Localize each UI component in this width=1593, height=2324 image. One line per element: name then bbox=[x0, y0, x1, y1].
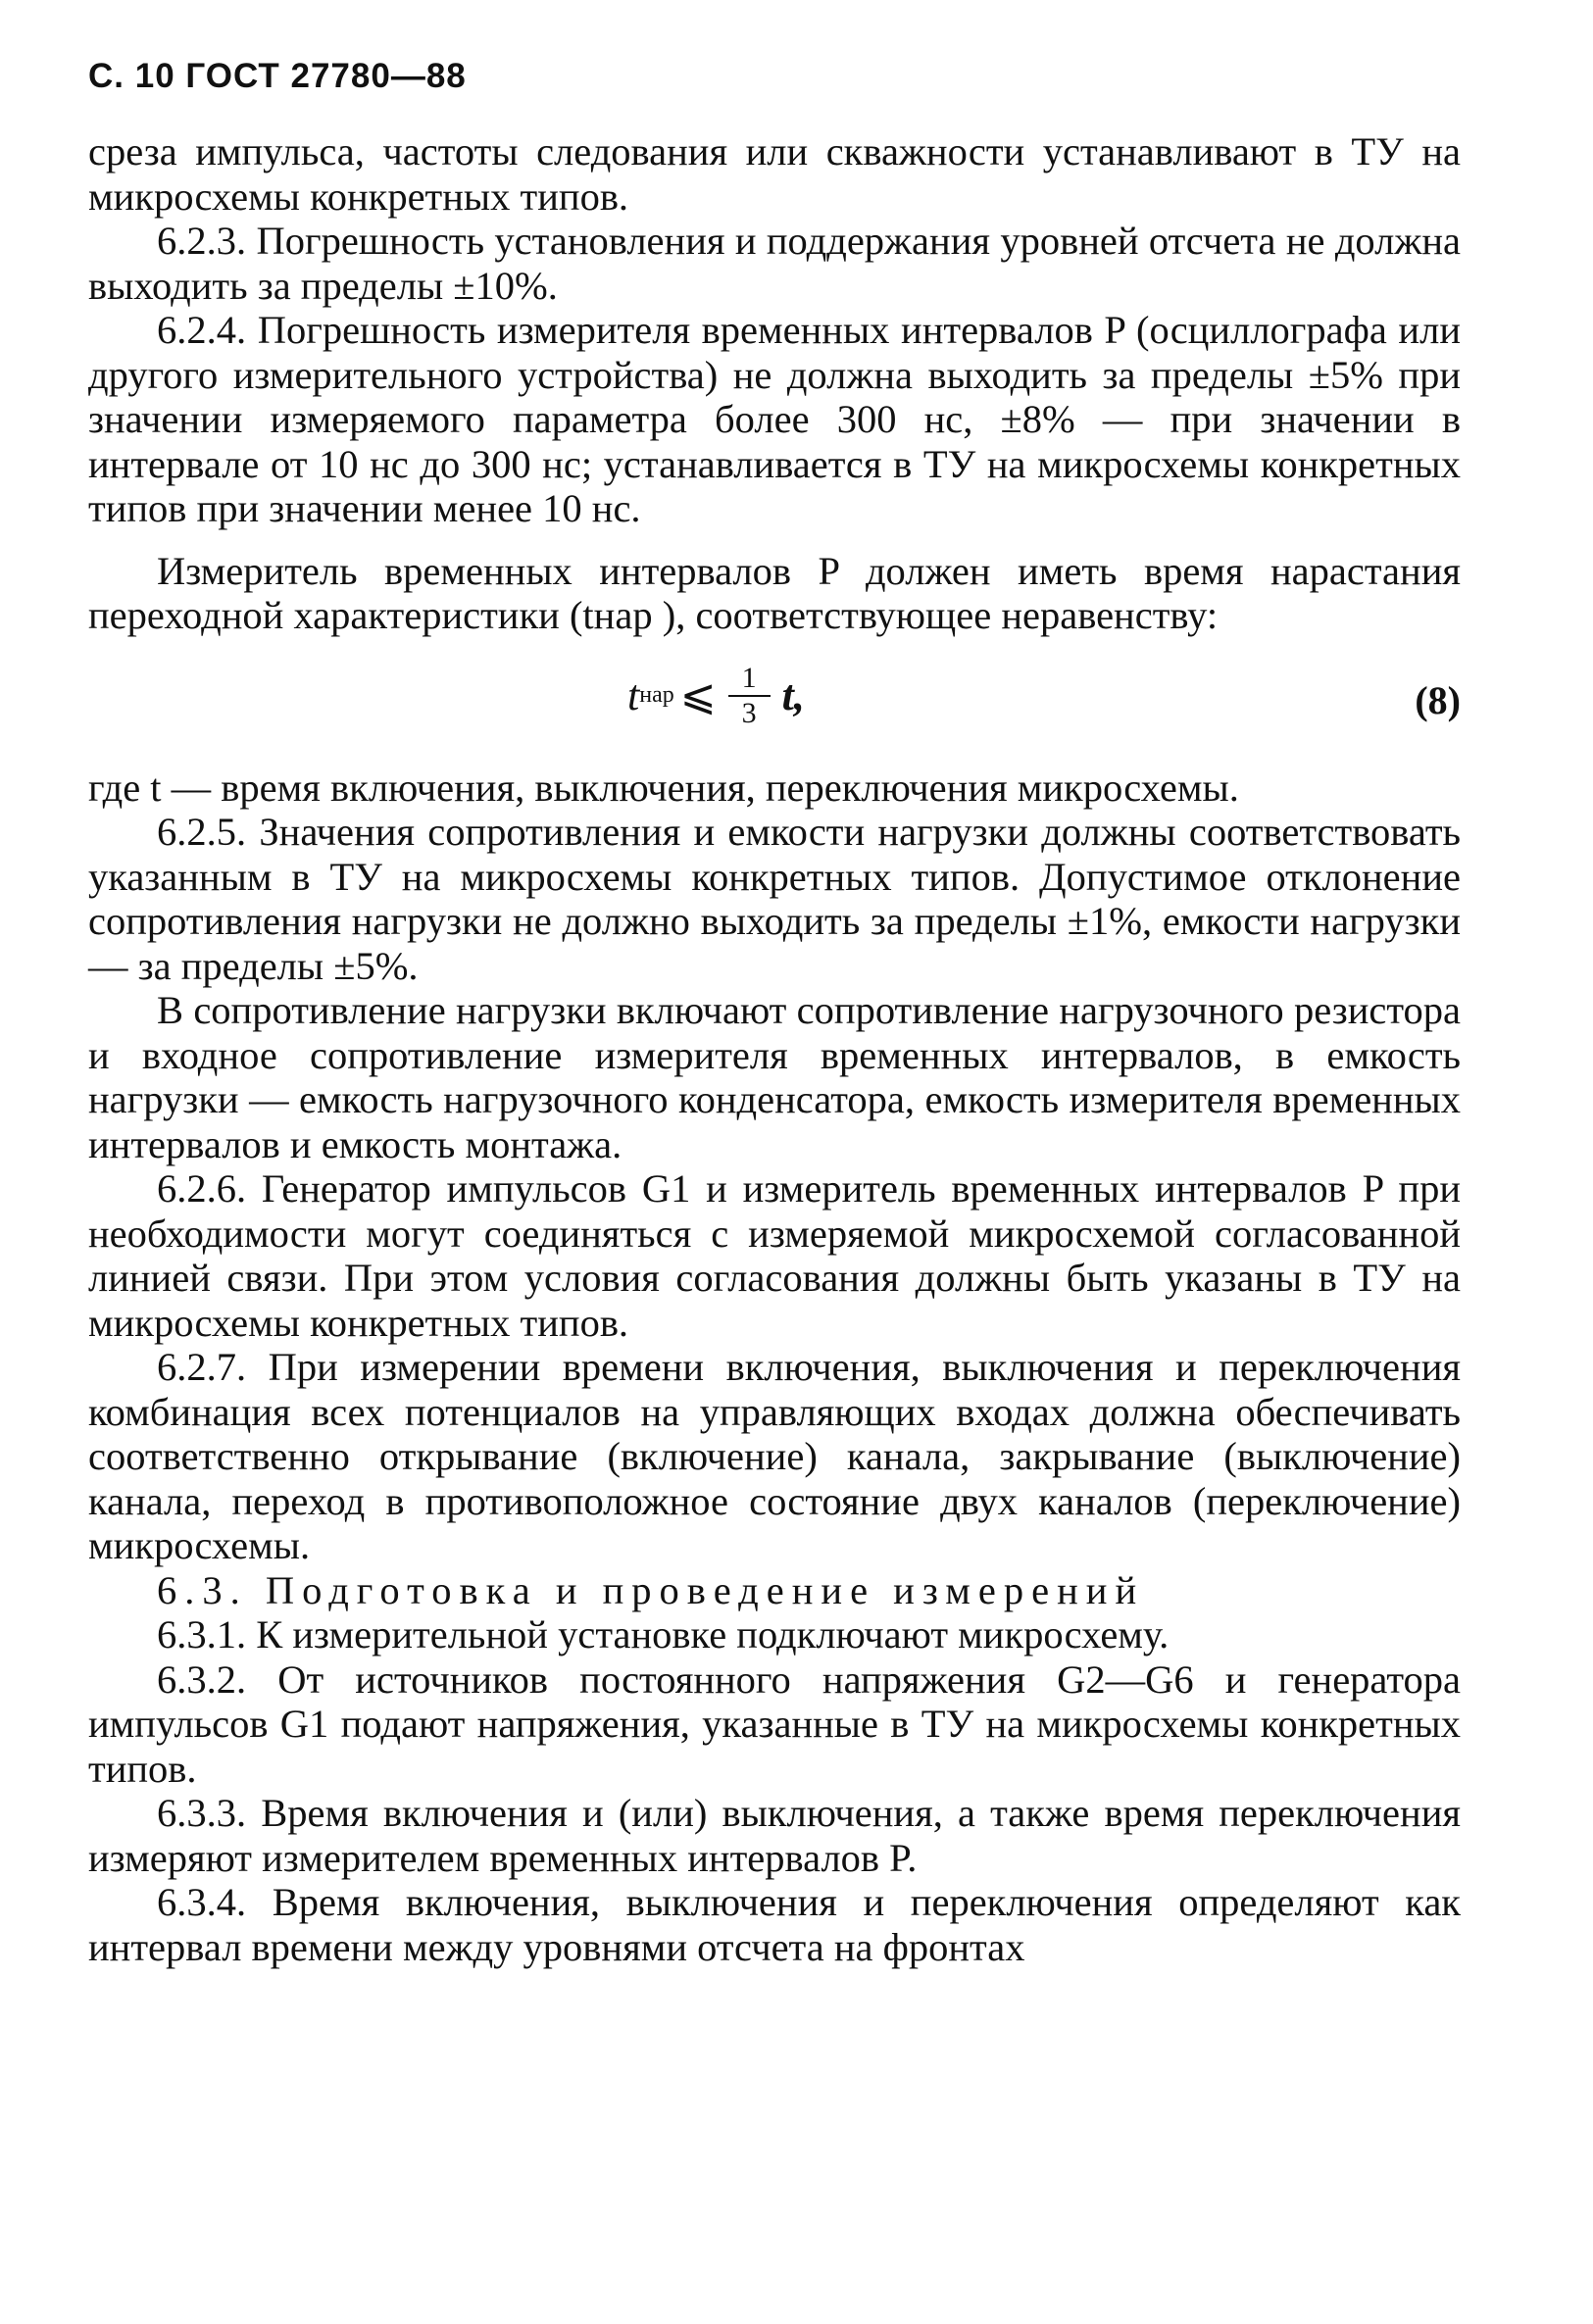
formula-lhs: t bbox=[627, 671, 640, 719]
paragraph-6-3-3: 6.3.3. Время включения и (или) выключения, а также время переключения измеряют измерителем временных интервалов P. bbox=[88, 1791, 1461, 1880]
paragraph-6-2-7: 6.2.7. При измерении времени включения, выключения и переключения комбинация всех потенциалов на управляющих входах должна обеспечивать соответственно открывание (включение) канала, закрывание (выключение) канала, переход в противоположное состояние двух каналов (переключение) микросхемы. bbox=[88, 1345, 1461, 1567]
formula-8 bbox=[88, 644, 1461, 762]
paragraph-6-2-5: 6.2.5. Значения сопротивления и емкости нагрузки должны соответствовать указанным в ТУ на микросхемы конкретных типов. Допустимое отклонение сопротивления нагрузки не должно выходить за пределы ±1%, емкости нагрузки — за пределы ±5%. bbox=[88, 810, 1461, 988]
section-heading-6-3: 6.3. Подготовка и проведение измерений bbox=[157, 1567, 1145, 1612]
formula-numerator: 1 bbox=[728, 662, 771, 697]
formula-rhs: t, bbox=[781, 671, 805, 719]
paragraph-6-2-6: 6.2.6. Генератор импульсов G1 и измеритель временных интервалов P при необходимости могут соединяться с измеряемой микросхемой согласованной линией связи. При этом условия согласования должны быть указаны в ТУ на микросхемы конкретных типов. bbox=[88, 1166, 1461, 1345]
paragraph-6-3-2: 6.3.2. От источников постоянного напряжения G2—G6 и генератора импульсов G1 подают напряжения, указанные в ТУ на микросхемы конкретных типов. bbox=[88, 1656, 1461, 1791]
paragraph-load-resistance: В сопротивление нагрузки включают сопротивление нагрузочного резистора и входное сопротивление измерителя временных интервалов, в емкость нагрузки — емкость нагрузочного конденсатора, емкость измерителя временных интервалов и емкость монтажа. bbox=[88, 988, 1461, 1166]
formula-relation: ⩽ bbox=[679, 671, 717, 719]
paragraph-where: где t — время включения, выключения, переключения микросхемы. bbox=[88, 765, 1239, 810]
formula-fraction bbox=[728, 662, 771, 730]
paragraph-continuation: среза импульса, частоты следования или скважности устанавливают в ТУ на микросхемы конкретных типов. bbox=[88, 129, 1461, 219]
formula-denominator: 3 bbox=[741, 696, 757, 729]
paragraph-6-2-3: 6.2.3. Погрешность установления и поддержания уровней отсчета не должна выходить за пределы ±10%. bbox=[88, 219, 1461, 308]
document-page bbox=[88, 57, 1461, 1969]
paragraph-6-3-1: 6.3.1. К измерительной установке подключают микросхему. bbox=[157, 1612, 1170, 1656]
paragraph-rise-time: Измеритель временных интервалов P должен иметь время нарастания переходной характеристики (tнар ), соответствующее неравенству: bbox=[88, 548, 1461, 637]
formula-lhs-subscript: нар bbox=[639, 682, 674, 708]
page-header: С. 10 ГОСТ 27780—88 bbox=[88, 57, 467, 95]
paragraph-6-3-4: 6.3.4. Время включения, выключения и переключения определяют как интервал времени между уровнями отсчета на фронтах bbox=[88, 1880, 1461, 1969]
equation-number: (8) bbox=[1415, 677, 1461, 722]
paragraph-6-2-4: 6.2.4. Погрешность измерителя временных интервалов P (осциллографа или другого измерительного устройства) не должна выходить за пределы ±5% при значении измеряемого параметра более 300 нс, ±8% — при значении в интервале от 10 нс до 300 нс; устанавливается в ТУ на микросхемы конкретных типов при значении менее 10 нс. bbox=[88, 308, 1461, 530]
formula-expression bbox=[627, 662, 805, 730]
